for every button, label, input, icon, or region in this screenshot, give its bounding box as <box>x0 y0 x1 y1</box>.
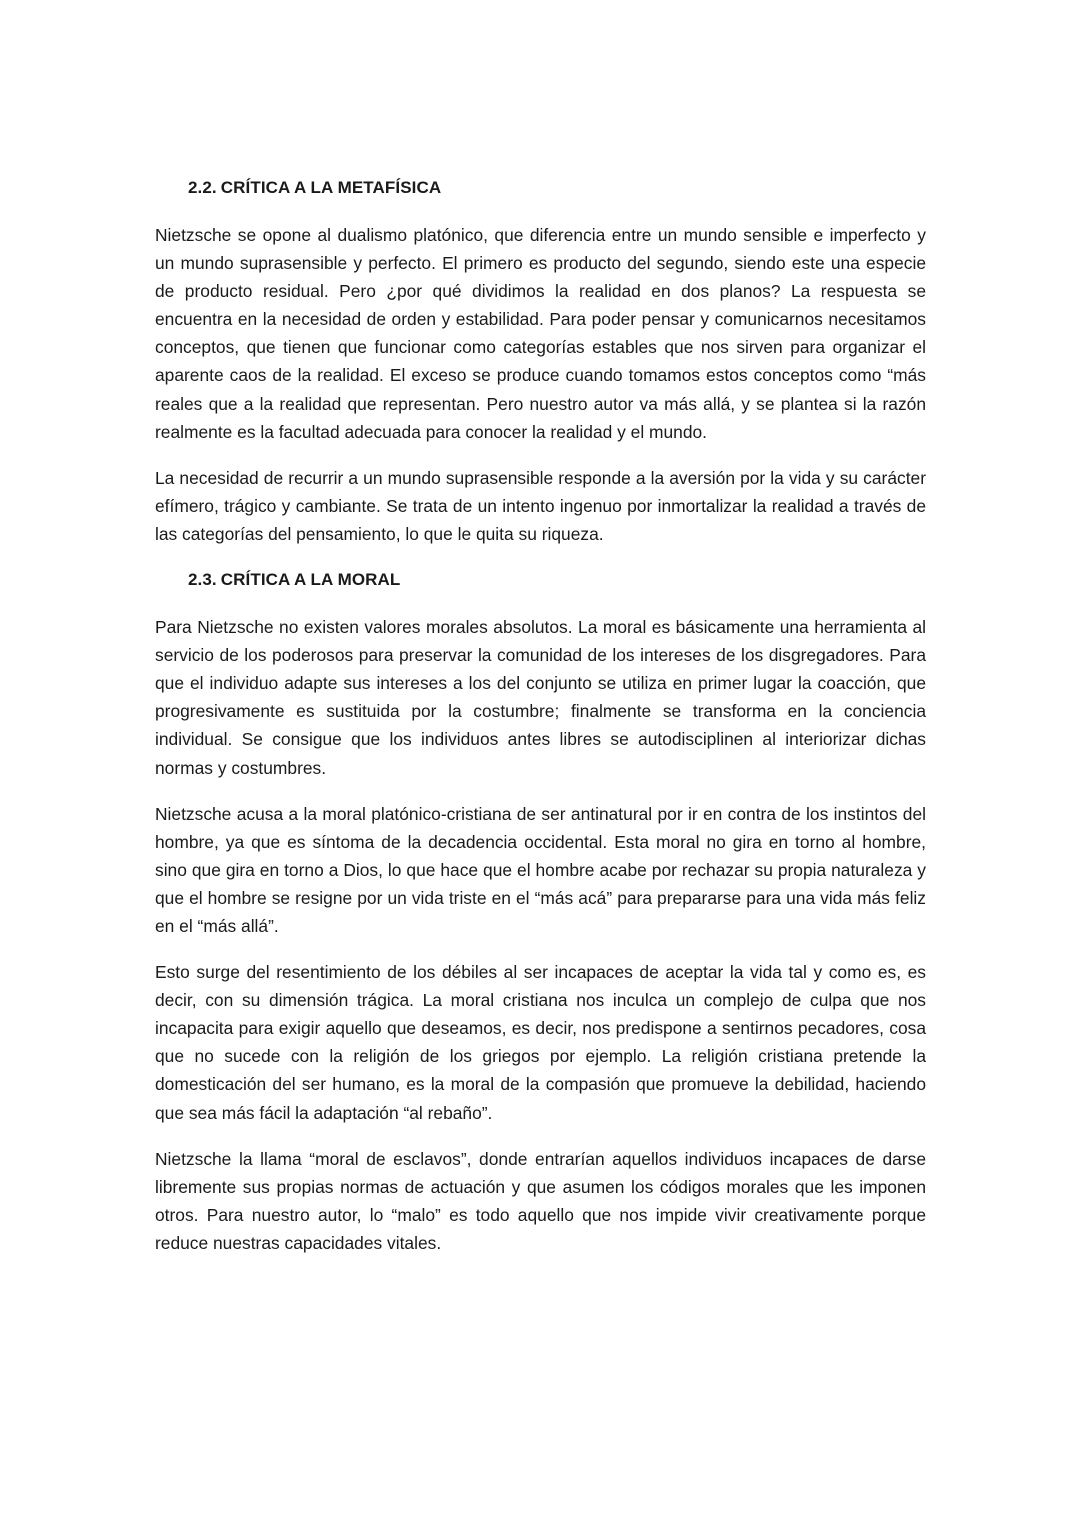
paragraph: Nietzsche la llama “moral de esclavos”, donde entrarían aquellos individuos incapaces de darse libremente sus propias normas de actuación y que asumen los códigos morales que les imponen otros. Para nuestro autor, lo “malo” es todo aquello que nos impide vivir creativamente porque reduce nuestras capacidades vitales. <box>155 1148 926 1253</box>
section-heading-moral <box>155 566 926 594</box>
section-title: CRÍTICA A LA MORAL <box>220 570 401 590</box>
paragraph: La necesidad de recurrir a un mundo suprasensible responde a la aversión por la vida y su carácter efímero, trágico y cambiante. Se trata de un intento ingenuo por inmortalizar la realidad a través de las categorías del pensamiento, lo que le quita su riqueza. <box>155 467 926 544</box>
paragraph: Nietzsche se opone al dualismo platónico, que diferencia entre un mundo sensible e imperfecto y un mundo suprasensible y perfecto. El primero es producto del segundo, siendo este una especie de producto residual. Pero ¿por qué dividimos la realidad en dos planos? La respuesta se encuentra en la necesidad de orden y estabilidad. Para poder pensar y comunicarnos necesitamos conceptos, que tienen que funcionar como categorías estables que nos sirven para organizar el aparente caos de la realidad. El exceso se produce cuando tomamos estos conceptos como “más reales que a la realidad que representan. Pero nuestro autor va más allá, y se plantea si la razón realmente es la facultad adecuada para conocer la realidad y el mundo. <box>155 225 926 442</box>
paragraph: Esto surge del resentimiento de los débiles al ser incapaces de aceptar la vida tal y como es, es decir, con su dimensión trágica. La moral cristiana nos inculca un complejo de culpa que nos incapacita para exigir aquello que deseamos, es decir, nos predispone a sentirnos pecadores, cosa que no sucede con la religión de los griegos por ejemplo. La religión cristiana pretende la domesticación del ser humano, es la moral de la compasión que promueve la debilidad, haciendo que sea más fácil la adaptación “al rebaño”. <box>155 962 926 1123</box>
section-number: 2.2. <box>188 178 217 197</box>
section-title: CRÍTICA A LA METAFÍSICA <box>220 178 442 197</box>
paragraph: Para Nietzsche no existen valores morales absolutos. La moral es básicamente una herramienta al servicio de los poderosos para preservar la comunidad de los intereses de los disgregadores. Para que el individuo adapte sus intereses a los del conjunto se utiliza en primer lugar la coacción, que progresivamente es sustituida por la costumbre; finalmente se transforma en la conciencia individual. Se consigue que los individuos antes libres se autodisciplinen al interiorizar dichas normas y costumbres. <box>155 617 926 778</box>
document-content <box>155 174 926 1275</box>
paragraph: Nietzsche acusa a la moral platónico-cristiana de ser antinatural por ir en contra de los instintos del hombre, ya que es síntoma de la decadencia occidental. Esta moral no gira en torno al hombre, sino que gira en torno a Dios, lo que hace que el hombre acabe por rechazar su propia naturaleza y que el hombre se resigne por un vida triste en el “más acá” para prepararse para una vida más feliz en el “más allá”. <box>155 803 926 936</box>
section-number: 2.3. <box>188 570 217 590</box>
section-heading-metafisica <box>155 174 926 202</box>
